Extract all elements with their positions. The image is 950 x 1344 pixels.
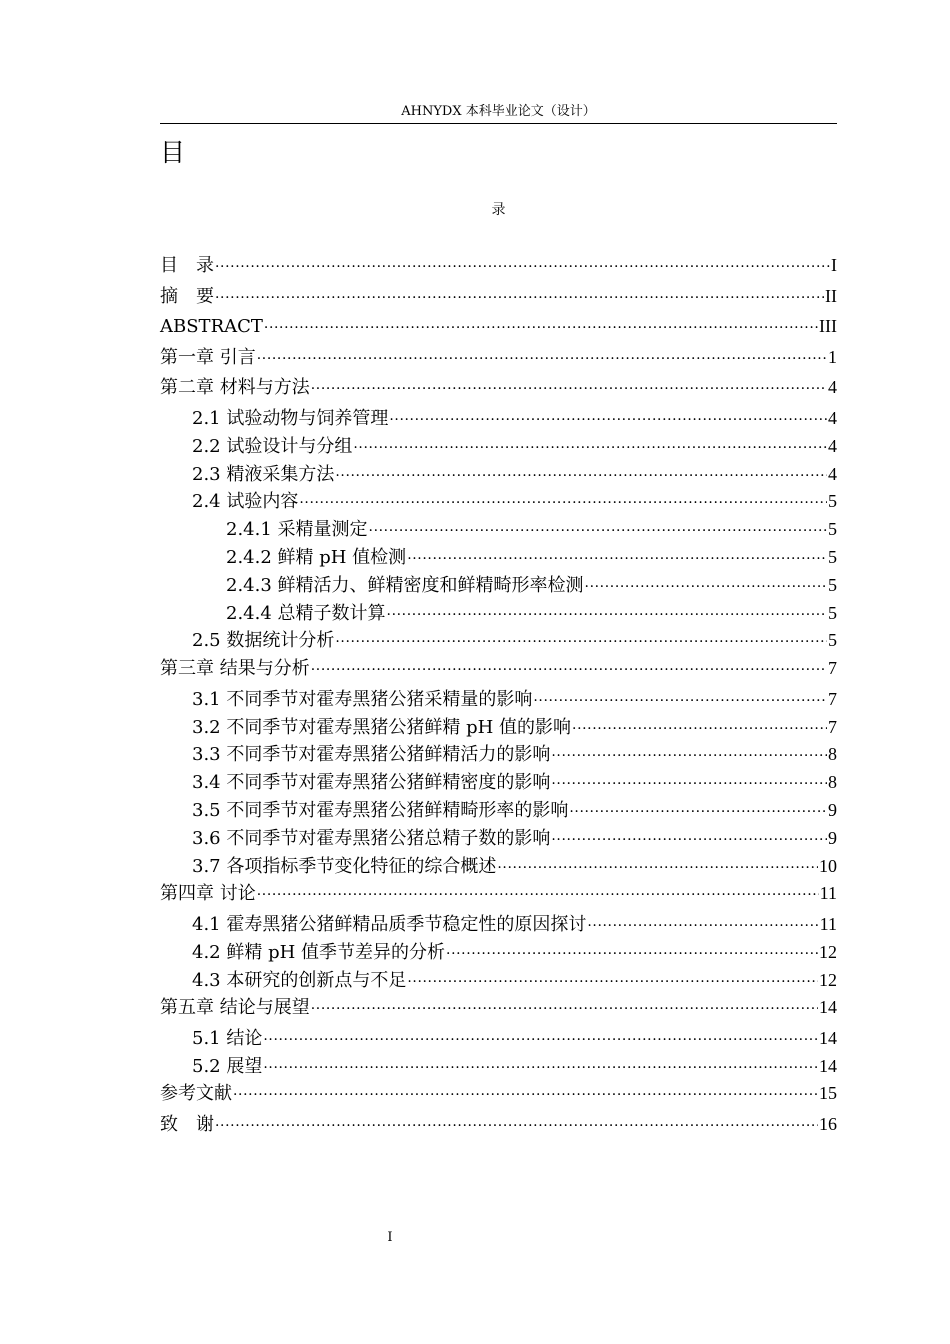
toc-dot-leader [389, 407, 827, 433]
toc-dot-leader [587, 913, 818, 939]
toc-entry[interactable] [160, 600, 837, 628]
toc-entry-label: 5.2 展望 [192, 1055, 263, 1077]
toc-entry-label: ABSTRACT [160, 316, 263, 338]
toc-entry-page: 1 [828, 346, 837, 367]
toc-entry[interactable] [160, 769, 837, 797]
toc-entry-page: 5 [828, 630, 837, 651]
toc-entry-page: 5 [828, 546, 837, 567]
toc-entry[interactable] [160, 741, 837, 769]
toc-dot-leader [407, 969, 818, 995]
toc-dot-leader [257, 346, 827, 372]
toc-entry-page: III [819, 316, 837, 337]
toc-entry-page: 14 [819, 1055, 837, 1076]
toc-entry-page: 14 [819, 1027, 837, 1048]
toc-dot-leader [335, 463, 827, 489]
toc-dot-leader [497, 855, 818, 881]
toc-entry[interactable] [160, 461, 837, 489]
toc-entry[interactable] [160, 686, 837, 714]
toc-entry-page: 7 [828, 716, 837, 737]
toc-entry-label: 4.2 鲜精 pH 值季节差异的分析 [192, 941, 446, 963]
toc-entry-label: 2.2 试验设计与分组 [192, 435, 353, 457]
toc-entry-label: 参考文献 [160, 1083, 232, 1105]
toc-entry[interactable] [160, 911, 837, 939]
toc-entry-label: 第一章 引言 [160, 346, 256, 368]
toc-dot-leader [215, 1113, 818, 1139]
toc-entry-label: 3.2 不同季节对霍寿黑猪公猪鲜精 pH 值的影响 [192, 716, 572, 738]
toc-dot-leader [264, 315, 818, 341]
toc-dot-leader [263, 1027, 818, 1053]
toc-dot-leader [387, 602, 827, 628]
toc-dot-leader [551, 743, 827, 769]
toc-entry-label: 3.5 不同季节对霍寿黑猪公猪鲜精畸形率的影响 [192, 799, 569, 821]
toc-entry-label: 2.4.2 鲜精 pH 值检测 [226, 546, 407, 568]
toc-entry-page: 12 [819, 941, 837, 962]
toc-entry-label: 目 录 [160, 255, 214, 276]
toc-entry-page: 12 [819, 969, 837, 990]
toc-entry-page: 4 [828, 463, 837, 484]
toc-entry-label: 2.4.1 采精量测定 [226, 519, 368, 541]
toc-dot-leader [407, 546, 827, 572]
toc-dot-leader [233, 1082, 818, 1108]
toc-entry[interactable] [160, 853, 837, 881]
toc-entry[interactable] [160, 252, 837, 283]
toc-entry-label: 2.4 试验内容 [192, 491, 299, 513]
toc-entry[interactable] [160, 344, 837, 375]
toc-entry-label: 2.1 试验动物与饲养管理 [192, 407, 389, 429]
toc-entry-page: 11 [819, 913, 837, 934]
toc-entry-label: 2.4.3 鲜精活力、鲜精密度和鲜精畸形率检测 [226, 574, 584, 596]
toc-entry-page: 8 [828, 744, 837, 765]
toc-entry-label: 3.7 各项指标季节变化特征的综合概述 [192, 855, 497, 877]
toc-dot-leader [257, 882, 819, 908]
toc-entry-label: 第三章 结果与分析 [160, 658, 310, 680]
toc-entry[interactable] [160, 433, 837, 461]
toc-entry-page: 9 [828, 827, 837, 848]
toc-entry-label: 3.3 不同季节对霍寿黑猪公猪鲜精活力的影响 [192, 744, 551, 766]
page-number-footer: I [387, 1230, 393, 1245]
toc-entry-label: 第五章 结论与展望 [160, 997, 310, 1019]
toc-entry-page: 7 [828, 658, 837, 679]
toc-dot-leader [311, 657, 827, 683]
toc-entry[interactable] [160, 627, 837, 655]
toc-entry[interactable] [160, 1080, 837, 1111]
toc-dot-leader [533, 688, 827, 714]
toc-entry[interactable] [160, 967, 837, 995]
table-of-contents [160, 252, 837, 1142]
toc-entry[interactable] [160, 714, 837, 742]
toc-entry-page: 8 [828, 772, 837, 793]
toc-dot-leader [263, 1055, 818, 1081]
toc-dot-leader [446, 941, 818, 967]
toc-dot-leader [335, 629, 827, 655]
toc-entry-page: 4 [828, 407, 837, 428]
toc-entry[interactable] [160, 374, 837, 405]
toc-entry[interactable] [160, 1025, 837, 1053]
toc-entry[interactable] [160, 488, 837, 516]
toc-entry-page: 5 [828, 602, 837, 623]
toc-dot-leader [215, 285, 824, 311]
toc-entry[interactable] [160, 880, 837, 911]
toc-entry[interactable] [160, 797, 837, 825]
toc-dot-leader [585, 574, 827, 600]
toc-entry-label: 第二章 材料与方法 [160, 377, 310, 399]
toc-entry-page: 15 [819, 1083, 837, 1104]
toc-entry[interactable] [160, 405, 837, 433]
toc-entry-label: 致 谢 [160, 1114, 214, 1136]
toc-entry-label: 4.3 本研究的创新点与不足 [192, 969, 407, 991]
toc-title-main: 目 [160, 138, 186, 167]
toc-dot-leader [353, 435, 827, 461]
toc-entry-label: 5.1 结论 [192, 1027, 263, 1049]
toc-entry-page: 5 [828, 574, 837, 595]
toc-entry-page: 14 [819, 997, 837, 1018]
toc-dot-leader [551, 771, 827, 797]
toc-entry-label: 3.4 不同季节对霍寿黑猪公猪鲜精密度的影响 [192, 772, 551, 794]
toc-entry[interactable] [160, 283, 837, 314]
toc-title-sub: 录 [491, 202, 506, 218]
toc-entry-page: 10 [819, 855, 837, 876]
page-header: AHNYDX 本科毕业论文（设计） [401, 104, 596, 119]
toc-entry-page: I [831, 255, 837, 275]
toc-dot-leader [215, 254, 830, 280]
toc-entry-label: 第四章 讨论 [160, 883, 256, 905]
toc-dot-leader [311, 996, 818, 1022]
toc-entry[interactable] [160, 994, 837, 1025]
toc-entry-label: 4.1 霍寿黑猪公猪鲜精品质季节稳定性的原因探讨 [192, 913, 587, 935]
toc-entry[interactable] [160, 1111, 837, 1142]
toc-entry-page: 4 [828, 435, 837, 456]
toc-entry-page: 4 [828, 377, 837, 398]
toc-dot-leader [299, 490, 827, 516]
toc-entry[interactable] [160, 655, 837, 686]
toc-dot-leader [572, 716, 827, 742]
toc-dot-leader [569, 799, 827, 825]
toc-entry-label: 摘 要 [160, 285, 214, 307]
toc-entry[interactable] [160, 313, 837, 344]
toc-entry[interactable] [160, 572, 837, 600]
toc-entry-label: 3.1 不同季节对霍寿黑猪公猪采精量的影响 [192, 688, 533, 710]
toc-entry-page: 11 [819, 883, 837, 904]
toc-dot-leader [311, 376, 827, 402]
toc-dot-leader [369, 518, 827, 544]
toc-dot-leader [551, 827, 827, 853]
toc-entry[interactable] [160, 1053, 837, 1081]
toc-entry-page: II [825, 285, 837, 306]
toc-entry-page: 5 [828, 491, 837, 512]
toc-entry-label: 2.4.4 总精子数计算 [226, 602, 386, 624]
toc-entry-page: 5 [828, 519, 837, 540]
toc-entry-page: 16 [819, 1114, 837, 1135]
toc-entry-label: 2.3 精液采集方法 [192, 463, 335, 485]
toc-entry[interactable] [160, 825, 837, 853]
toc-entry-page: 9 [828, 799, 837, 820]
toc-entry[interactable] [160, 939, 837, 967]
toc-entry[interactable] [160, 516, 837, 544]
toc-entry-label: 3.6 不同季节对霍寿黑猪公猪总精子数的影响 [192, 827, 551, 849]
header-rule [160, 123, 837, 124]
toc-entry-label: 2.5 数据统计分析 [192, 630, 335, 652]
toc-entry[interactable] [160, 544, 837, 572]
toc-entry-page: 7 [828, 688, 837, 709]
